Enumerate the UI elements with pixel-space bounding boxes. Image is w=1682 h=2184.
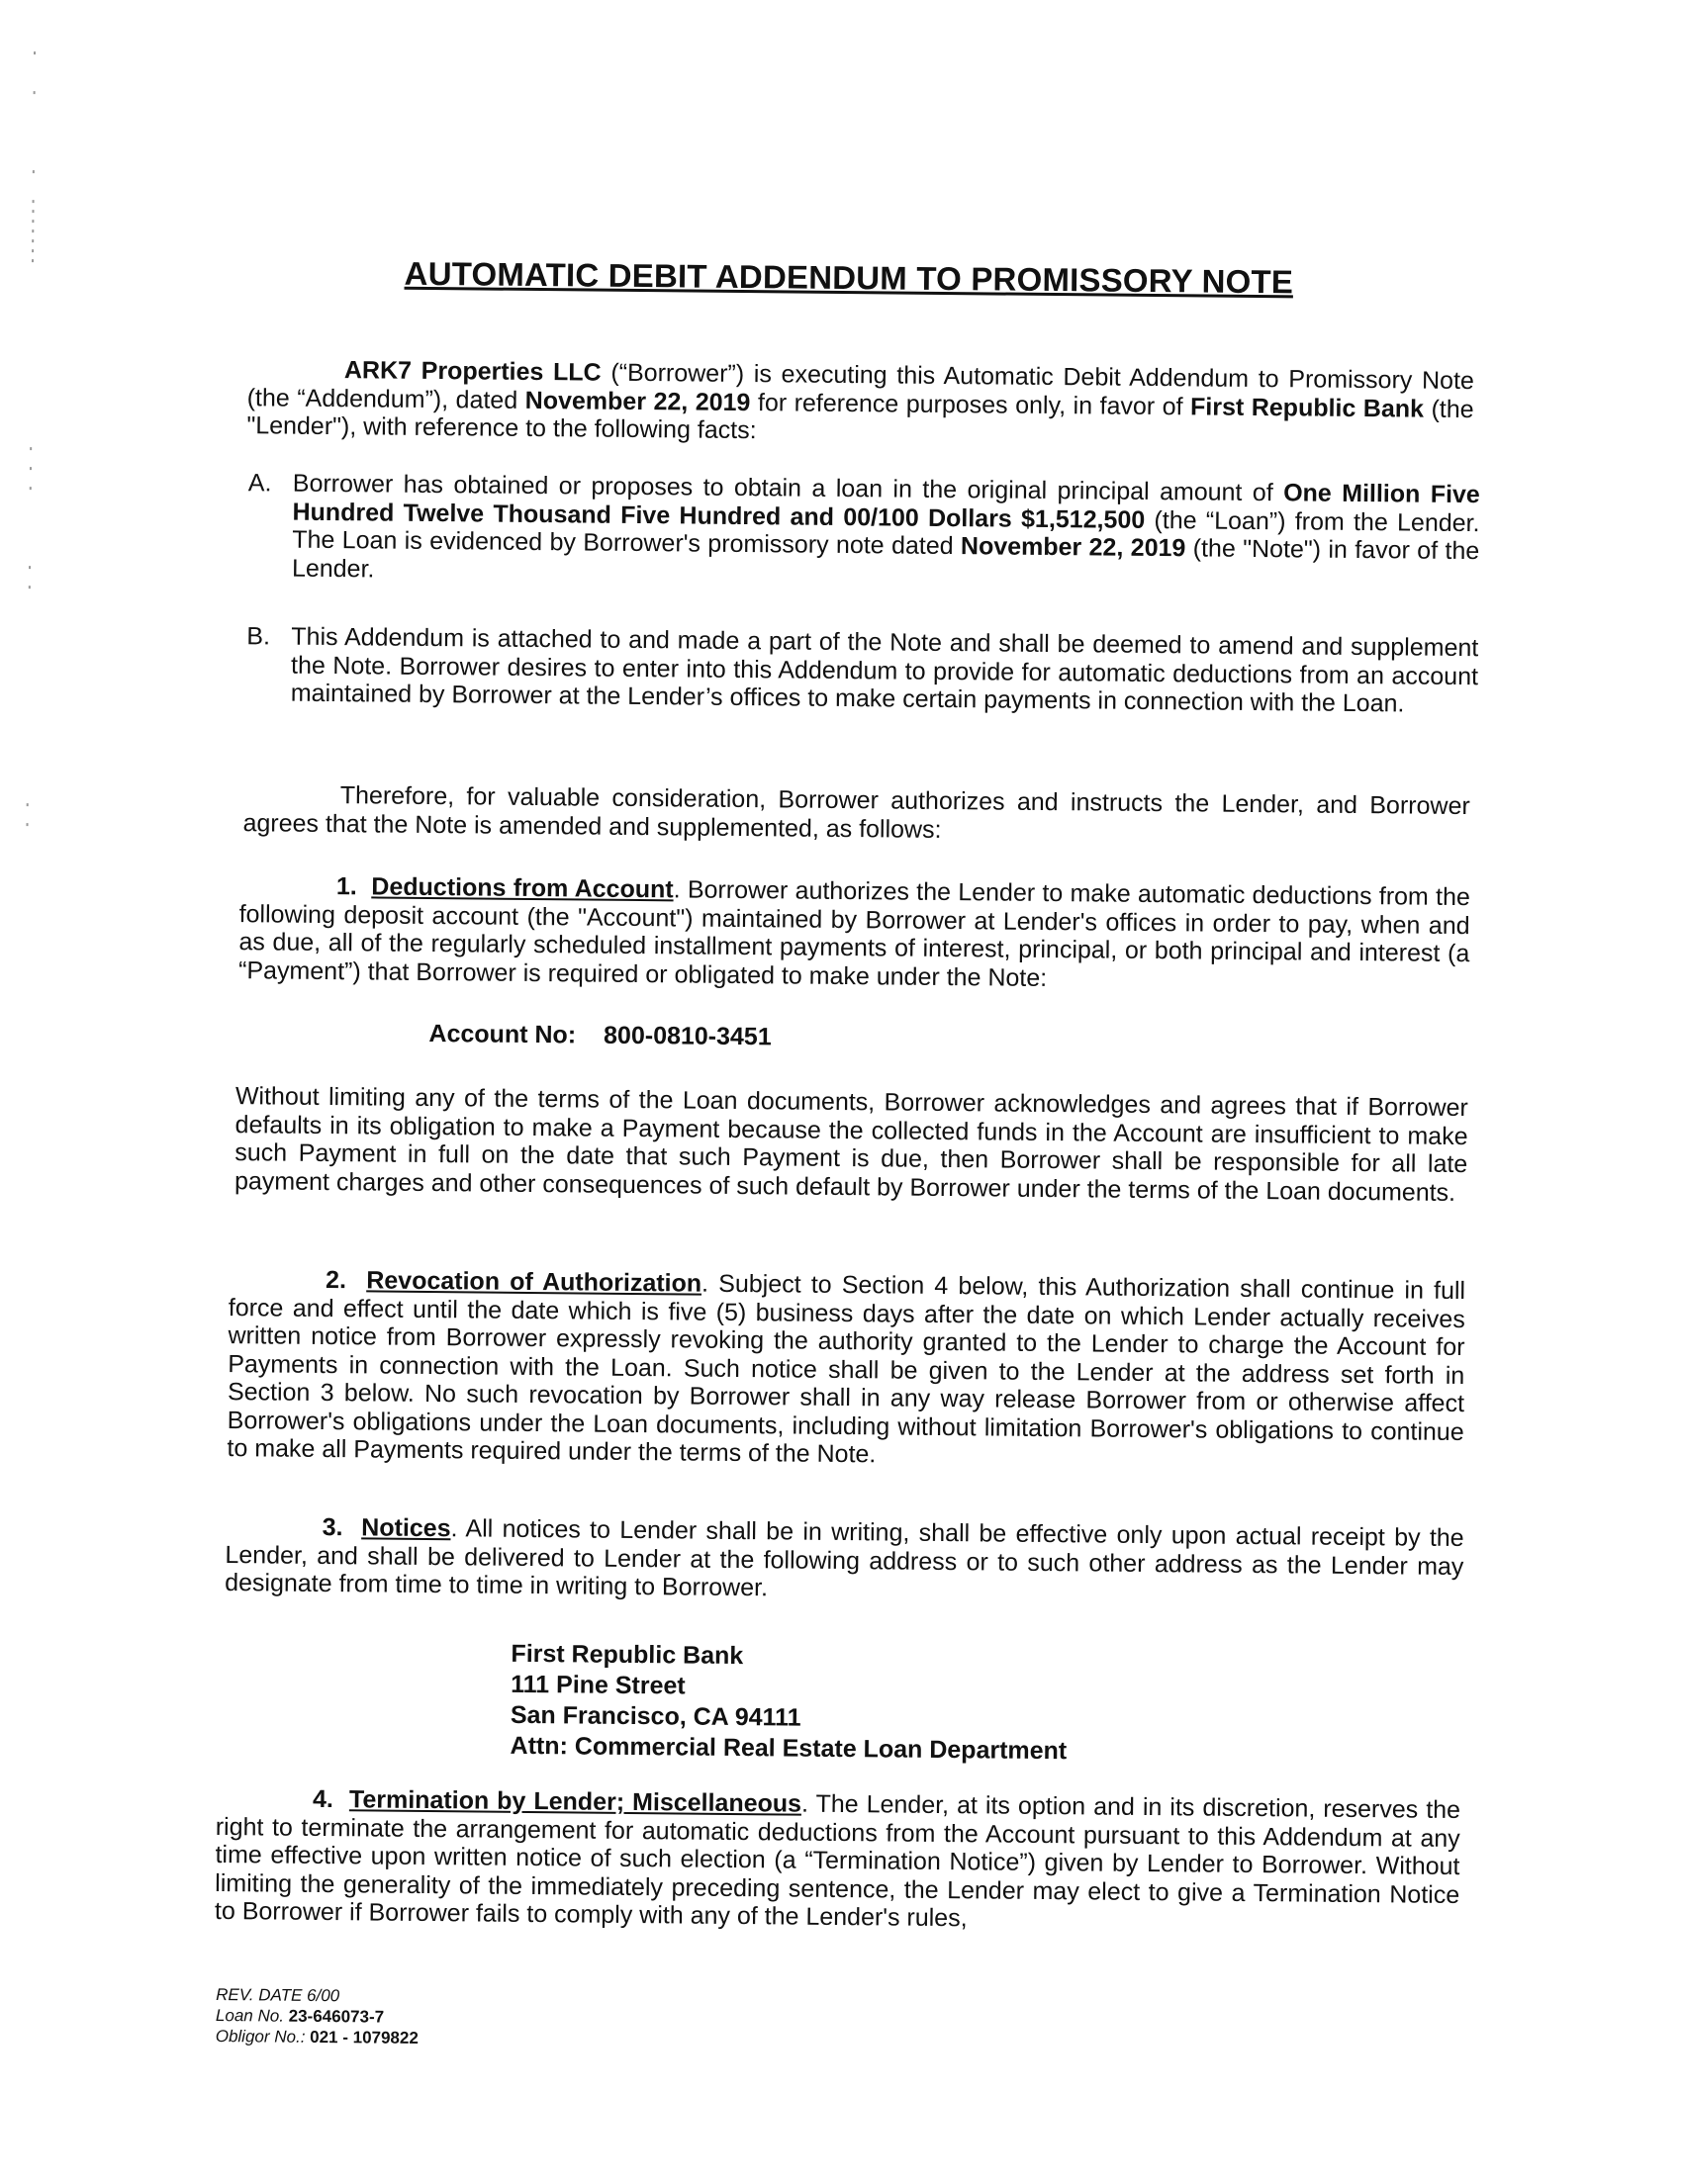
recital-b-text: This Addendum is attached to and made a part of the Note and shall be deemed to amend and supplement the Note. Borrower desires to enter into this Addendum to provide for automatic deductions from an account maintained by Borrower at the Lender’s offices to make certain payments in connection with the Loan. — [290, 622, 1479, 718]
address-line-1: First Republic Bank — [511, 1639, 744, 1671]
borrower-name: ARK7 Properties LLC — [343, 356, 602, 387]
obligor-label: Obligor No.: — [215, 2026, 311, 2047]
lender-address — [510, 1639, 1068, 1767]
loan-label: Loan No. — [215, 2005, 289, 2026]
recital-a-text-3: (the "Note") in favor of the Lender. — [291, 534, 1480, 583]
recital-a-letter: A. — [247, 469, 272, 498]
therefore-paragraph: Therefore, for valuable consideration, Borrower authorizes and instructs the Lender, and Borrower agrees that the Note is amended and supplemented, as follows: — [242, 781, 1470, 844]
section-2-text: . Subject to Section 4 below, this Authorization shall continue in full force and effect until the date which is five (5) business days after the date on which Lender actually receives written notice from Borrower expressly revoking the authority granted to the Lender to charge the Account for Payments in connection with the Loan. Such notice shall be given to the Lender at the address set forth in Section 3 below. No such revocation by Borrower shall in any way release Borrower from or otherwise affect Borrower's obligations under the Loan documents, including without limitation Borrower's obligations to continue to make all Payments required under the terms of the Note. — [227, 1269, 1466, 1469]
section-1-number: 1. — [335, 872, 357, 901]
section-1-continuation: Without limiting any of the terms of the Loan documents, Borrower acknowledges and agrees that if Borrower defaults in its obligation to make a Payment because the collected funds in the Account are insufficient to make such Payment in full on the date that such Payment is due, then Borrower shall be responsible for all late payment charges and other consequences of such default by Borrower under the terms of the Loan documents. — [234, 1082, 1468, 1207]
document-title: AUTOMATIC DEBIT ADDENDUM TO PROMISSORY NOTE — [404, 254, 1294, 301]
account-number: 800-0810-3451 — [603, 1021, 772, 1051]
section-1-heading: Deductions from Account — [371, 872, 674, 904]
section-4 — [215, 1784, 1460, 1938]
section-3 — [225, 1512, 1464, 1609]
loan-amount: One Million Five Hundred Twelve Thousand Five Hundred and 00/100 Dollars $1,512,500 — [292, 479, 1480, 534]
loan-number-line — [216, 2005, 419, 2028]
section-4-heading: Termination by Lender; Miscellaneous — [348, 1785, 802, 1818]
loan-number: 23-646073-7 — [288, 2006, 385, 2027]
intro-text-3: (the "Lender"), with reference to the following facts: — [246, 395, 1474, 445]
scan-margin-marks — [26, 51, 40, 863]
recital-a-text-1: Borrower has obtained or proposes to obtain a loan in the original principal amount of — [292, 469, 1284, 507]
account-label: Account No: — [428, 1020, 577, 1049]
address-line-4: Attn: Commercial Real Estate Loan Department — [510, 1731, 1068, 1766]
section-2 — [227, 1265, 1465, 1474]
section-2-heading: Revocation of Authorization — [366, 1266, 702, 1298]
section-1-text: . Borrower authorizes the Lender to make automatic deductions from the following deposit account (the "Account") maintained by Borrower at Lender's offices in order to pay, when and as due, all of the regularly scheduled installment payments of interest, principal, or both principal and interest (a “Payment”) that Borrower is required or obligated to make under the Note: — [237, 875, 1471, 992]
recital-b-letter: B. — [246, 622, 271, 651]
section-4-text: . The Lender, at its option and in its discretion, reserves the right to terminate the arrangement for automatic deductions from the Account pursuant to this Addendum at any time effective upon written notice of such election (a “Termination Notice”) given by Lender to Borrower. Without limiting the generality of the immediately preceding sentence, the Lender may elect to give a Termination Notice to Borrower if Borrower fails to comply with any of the Lender's rules, — [214, 1789, 1461, 1933]
recital-b — [246, 622, 1479, 719]
intro-date: November 22, 2019 — [524, 386, 751, 416]
intro-text-2: for reference purposes only, in favor of — [750, 388, 1191, 420]
address-line-3: San Francisco, CA 94111 — [510, 1700, 801, 1732]
intro-text-1: (“Borrower”) is executing this Automatic Debit Addendum to Promissory Note (the “Addendum”), dated — [246, 358, 1475, 414]
section-4-number: 4. — [312, 1784, 334, 1814]
section-3-number: 3. — [322, 1512, 343, 1542]
document-footer — [216, 1984, 420, 2048]
address-line-2: 111 Pine Street — [511, 1670, 686, 1700]
note-date: November 22, 2019 — [960, 532, 1186, 563]
section-3-heading: Notices — [361, 1513, 451, 1543]
rev-date: REV. DATE 6/00 — [216, 1984, 340, 2006]
section-1 — [238, 871, 1470, 996]
lender-name: First Republic Bank — [1189, 392, 1425, 423]
recital-a — [247, 469, 1480, 594]
section-3-text: . All notices to Lender shall be in writing, shall be effective only upon actual receipt by the Lender, and shall be delivered to Lender at the following address or to such other address as the Lender may designate from time to time in writing to Borrower. — [225, 1514, 1464, 1602]
section-2-number: 2. — [325, 1266, 347, 1295]
obligor-number: 021 - 1079822 — [310, 2027, 419, 2048]
obligor-number-line — [216, 2026, 419, 2048]
intro-paragraph — [246, 355, 1474, 451]
account-number-line — [428, 1020, 771, 1051]
recital-a-text-2: (the “Loan”) from the Lender. The Loan is evidenced by Borrower's promissory note dated — [292, 505, 1480, 561]
